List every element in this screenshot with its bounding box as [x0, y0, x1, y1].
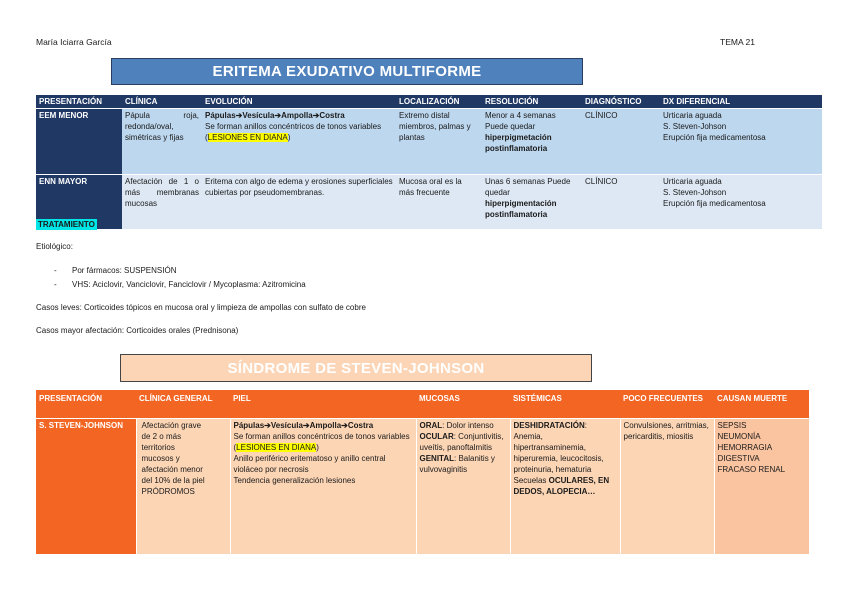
sjs-table: [36, 390, 810, 554]
col-piel: PIEL: [230, 390, 416, 418]
genital-text: : Balanitis y vulvovaginitis: [419, 453, 495, 474]
sistemicas-list: : Anemia, hipertransaminemia, hiperuremia, leucocitosis, proteinuria, hematuria: [513, 420, 604, 474]
row-clinica-general: [136, 418, 230, 554]
list-item: - VHS: Aciclovir, Vanciclovir, Fanciclovir / Mycoplasma: Azitromicina: [54, 280, 306, 289]
col-diagnostico: DIAGNÓSTICO: [582, 95, 660, 109]
genital-label: GENITAL: [419, 453, 455, 463]
section2-title: SÍNDROME DE STEVEN-JOHNSON: [120, 354, 592, 382]
row-presentacion: EEM MENOR: [36, 109, 122, 175]
dx-item: S. Steven-Johson: [663, 122, 727, 131]
topic-label: TEMA 21: [720, 37, 755, 47]
col-presentacion: PRESENTACIÓN: [36, 95, 122, 109]
piel-close: ): [316, 442, 319, 452]
row-resolucion: [482, 175, 582, 229]
list-item-text: VHS: Aciclovir, Vanciclovir, Fanciclovir / Mycoplasma: Azitromicina: [72, 280, 306, 289]
table-row: [36, 175, 822, 229]
eem-table-header: [36, 95, 822, 109]
dx-item: Erupción fija medicamentosa: [663, 199, 766, 208]
clinica-line: afectación menor: [141, 464, 203, 474]
clinica-line: del 10% de la piel: [141, 475, 205, 485]
row-sistemicas: [510, 418, 620, 554]
ocular-label: OCULAR: [419, 431, 454, 441]
clinica-line: territorios: [141, 442, 175, 452]
row-localizacion: Extremo distal miembros, palmas y plantas: [396, 109, 482, 175]
ocular-text: : Conjuntivitis, uveítis, panoftalmitis: [419, 431, 504, 452]
row-diagnostico: CLÍNICO: [582, 175, 660, 229]
resolucion-text: Menor a 4 semanas Puede quedar: [485, 111, 556, 131]
row-dx: [660, 175, 822, 229]
resolucion-bold: hiperpigmentación postinflamatoria: [485, 199, 557, 219]
clinica-line: Afectación grave: [141, 420, 202, 430]
clinica-line: PRÓDROMOS: [141, 486, 195, 496]
col-mucosas: MUCOSAS: [416, 390, 510, 418]
row-presentacion: ENN MAYOR: [36, 175, 122, 229]
dx-item: S. Steven-Johson: [663, 188, 727, 197]
section1-title: ERITEMA EXUDATIVO MULTIFORME: [111, 58, 583, 85]
clinica-line: mucosos y: [141, 453, 180, 463]
author-name: María Iciarra García: [36, 37, 112, 47]
col-dx-diferencial: DX DIFERENCIAL: [660, 95, 822, 109]
resolucion-text: Unas 6 semanas Puede quedar: [485, 177, 571, 197]
col-presentacion: PRESENTACIÓN: [36, 390, 136, 418]
piel-necrosis: Anillo periférico eritematoso y anillo central violáceo por necrosis: [233, 453, 386, 474]
casos-leves: Casos leves: Corticoides tópicos en mucosa oral y limpieza de ampollas con sulfato de cobre: [36, 303, 366, 312]
col-localizacion: LOCALIZACIÓN: [396, 95, 482, 109]
diana-highlight: LESIONES EN DIANA: [236, 442, 317, 452]
deshidratacion-label: DESHIDRATACIÓN: [513, 420, 585, 430]
row-clinica: Afectación de 1 o más membranas mucosas: [122, 175, 202, 229]
evolucion-text: Se forman anillos concéntricos de tonos variables (: [205, 122, 382, 142]
dx-item: Urticaria aguada: [663, 111, 722, 120]
row-diagnostico: CLÍNICO: [582, 109, 660, 175]
list-item-text: Por fármacos: SUSPENSIÓN: [72, 266, 177, 275]
row-dx: [660, 109, 822, 175]
row-mucosas: [416, 418, 510, 554]
piel-generalizacion: Tendencia generalización lesiones: [233, 475, 356, 485]
resolucion-bold: hiperpigmetación postinflamatoria: [485, 133, 552, 153]
col-poco-frecuentes: POCO FRECUENTES: [620, 390, 714, 418]
evolucion-sequence: Pápulas➔Vesícula➔Ampolla➔Costra: [205, 111, 345, 120]
tratamiento-label: TRATAMIENTO: [38, 220, 95, 229]
oral-text: : Dolor intenso: [442, 420, 494, 430]
col-sistemicas: SISTÉMICAS: [510, 390, 620, 418]
list-item: - Por fármacos: SUSPENSIÓN: [54, 266, 177, 275]
col-clinica: CLÍNICA: [122, 95, 202, 109]
row-clinica: Pápula roja, redonda/oval, simétricas y fijas: [122, 109, 202, 175]
row-evolucion: Eritema con algo de edema y erosiones superficiales cubiertas por pseudomembranas.: [202, 175, 396, 229]
etiologico-label: Etiológico:: [36, 242, 73, 251]
row-causan-muerte: [714, 418, 809, 554]
secuelas-label: Secuelas: [513, 475, 549, 485]
row-presentacion: S. STEVEN-JOHNSON: [36, 418, 136, 554]
diana-highlight: LESIONES EN DIANA: [207, 133, 288, 142]
casos-mayor: Casos mayor afectación: Corticoides orales (Prednisona): [36, 326, 239, 335]
dx-item: Erupción fija medicamentosa: [663, 133, 766, 142]
col-causan-muerte: CAUSAN MUERTE: [714, 390, 809, 418]
row-evolucion: [202, 109, 396, 175]
muerte-item: HEMORRAGIA DIGESTIVA: [717, 442, 772, 463]
row-poco-frecuentes: Convulsiones, arritmias, pericarditis, miositis: [620, 418, 714, 554]
muerte-item: NEUMONÍA: [717, 431, 761, 441]
row-piel: [230, 418, 416, 554]
eem-table: [36, 95, 822, 229]
table-row: [36, 418, 809, 554]
col-evolucion: EVOLUCIÓN: [202, 95, 396, 109]
col-clinica-general: CLÍNICA GENERAL: [136, 390, 230, 418]
col-resolucion: RESOLUCIÓN: [482, 95, 582, 109]
row-resolucion: [482, 109, 582, 175]
piel-sequence: Pápulas➔Vesícula➔Ampolla➔Costra: [233, 420, 374, 430]
secuelas-bold: OCULARES, EN DEDOS, ALOPECIA…: [513, 475, 610, 496]
piel-text: Se forman anillos concéntricos de tonos variables (: [233, 431, 410, 452]
table-row: [36, 109, 822, 175]
clinica-line: de 2 o más: [141, 431, 182, 441]
evolucion-close: ): [287, 133, 291, 142]
row-localizacion: Mucosa oral es la más frecuente: [396, 175, 482, 229]
sjs-table-header: [36, 390, 809, 418]
oral-label: ORAL: [419, 420, 443, 430]
dx-item: Urticaria aguada: [663, 177, 722, 186]
muerte-item: SEPSIS: [717, 420, 747, 430]
muerte-item: FRACASO RENAL: [717, 464, 786, 474]
